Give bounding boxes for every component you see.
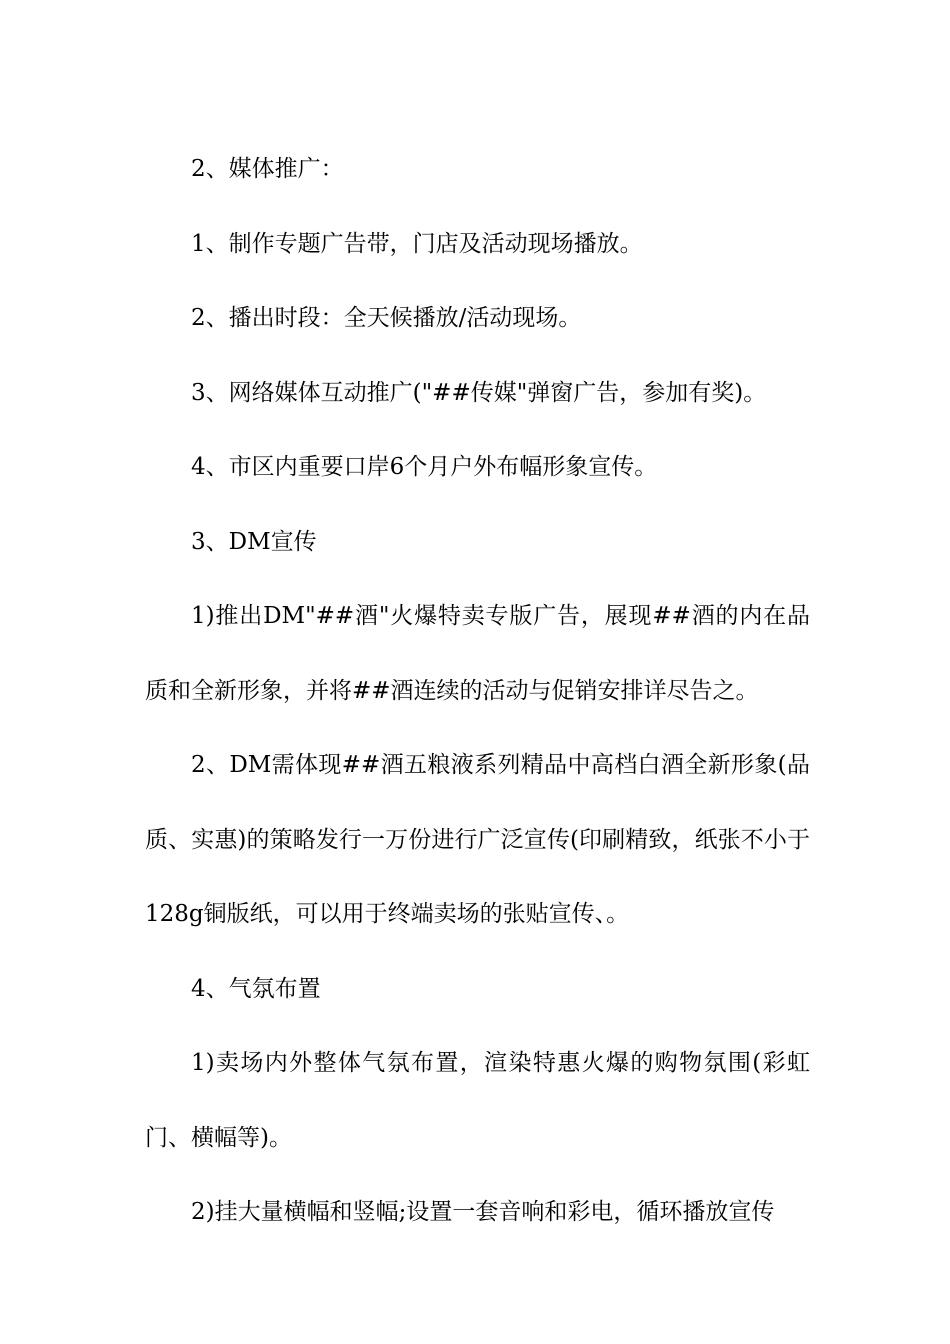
paragraph-dm-content: 2、DM需体现##酒五粮液系列精品中高档白酒全新形象(品质、实惠)的策略发行一万份进行广泛宣传(印刷精致，纸张不小于128g铜版纸，可以用于终端卖场的张贴宣传、。 [145,752,810,927]
paragraph-dm-launch: 1)推出DM"##酒"火爆特卖专版广告，展现##酒的内在品质和全新形象，并将##酒连续的活动与促销安排详尽告之。 [145,603,810,704]
paragraph-ad-tape: 1、制作专题广告带，门店及活动现场播放。 [191,230,643,257]
paragraph-banners-audio: 2)挂大量横幅和竖幅;设置一套音响和彩电，循环播放宣传 [191,1199,775,1225]
paragraph-outdoor-banner: 4、市区内重要口岸6个月户外布幅形象宣传。 [191,454,658,480]
document-body [145,132,810,1250]
paragraph-broadcast-time: 2、播出时段：全天候播放/活动现场。 [191,305,582,331]
paragraph-store-atmosphere: 1)卖场内外整体气氛布置，渲染特惠火爆的购物氛围(彩虹门、横幅等)。 [145,1050,810,1151]
paragraph-media-promotion-heading: 2、媒体推广： [191,156,344,182]
paragraph-dm-heading: 3、DM宣传 [191,528,317,555]
paragraph-online-media: 3、网络媒体互动推广("##传媒"弹窗广告，参加有奖)。 [191,379,767,406]
paragraph-atmosphere-heading: 4、气氛布置 [191,975,321,1002]
